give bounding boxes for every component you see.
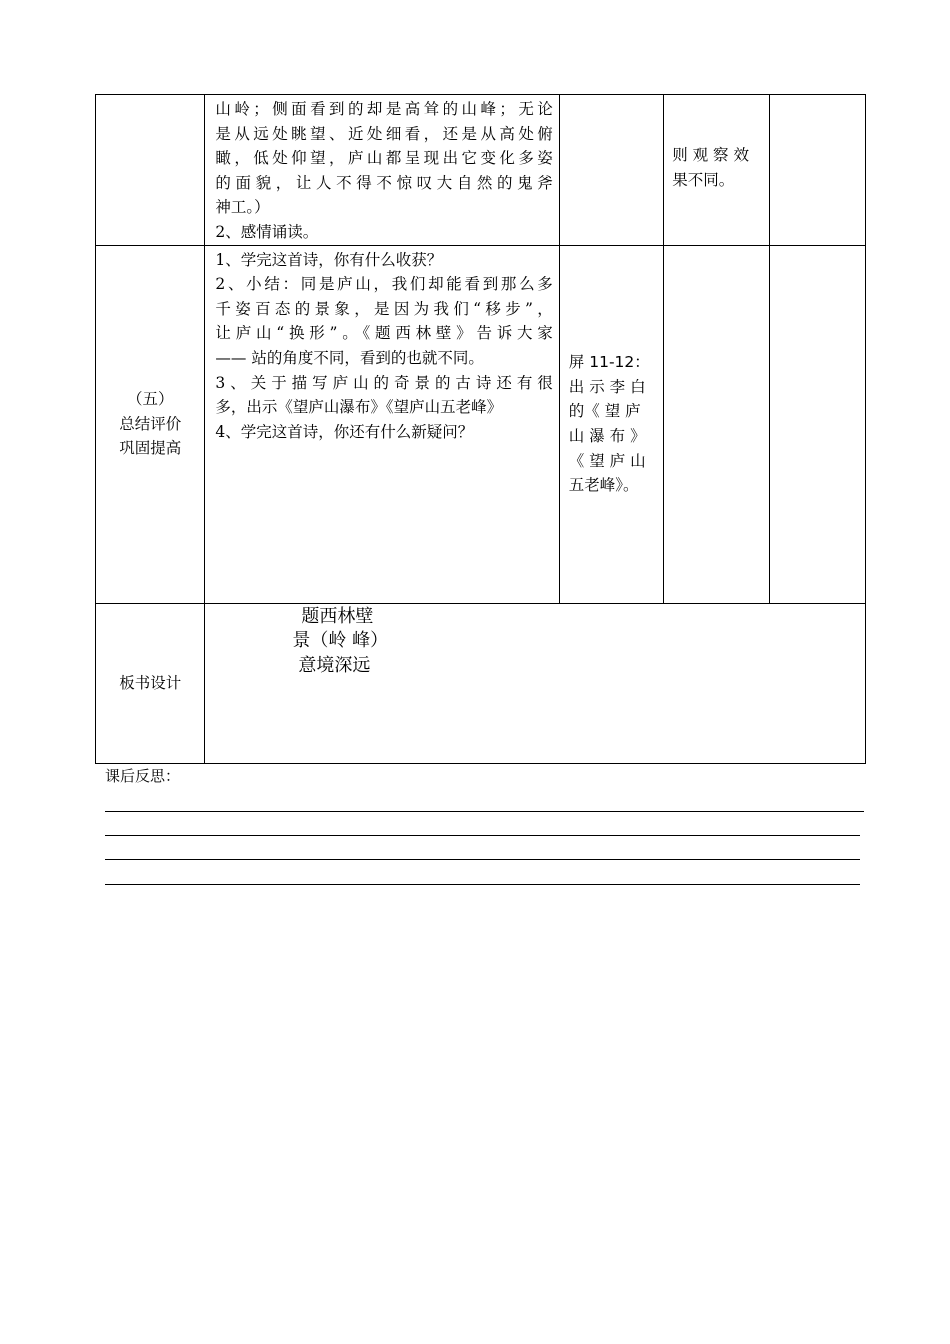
table-row-summary [96, 245, 866, 603]
content-cell-continued [205, 95, 559, 246]
media-line: 五老峰》。 [568, 476, 639, 495]
media-line: 屏 11-12： [568, 353, 650, 372]
student-line: 果不同。 [672, 170, 735, 189]
content-line: 是从远处眺望、近处细看，还是从高处俯 [215, 124, 553, 143]
media-cell-empty [559, 95, 663, 246]
board-content [205, 604, 865, 762]
student-cell-continued [664, 95, 769, 246]
step-title: 总结评价 [119, 414, 182, 433]
step-title: 巩固提高 [119, 439, 182, 458]
board-title: 题西林壁 [301, 605, 374, 627]
board-label: 板书设计 [119, 673, 182, 692]
content-line: 4、学完这首诗，你还有什么新疑问？ [215, 422, 474, 441]
note-cell-empty [769, 95, 865, 246]
media-line: 《 望 庐 山 [568, 451, 646, 470]
reflection-line[interactable] [105, 859, 860, 860]
table-row-board [96, 603, 866, 763]
media-line: 山 瀑 布 》 [568, 427, 646, 446]
content-line: 2、小结：同是庐山，我们却能看到那么多 [215, 275, 553, 294]
student-cell-empty [664, 245, 769, 603]
board-line: 景（岭 峰） [292, 629, 389, 651]
step-number: （五） [126, 390, 174, 409]
content-line: 2、感情诵读。 [215, 222, 319, 241]
step-cell-summary [96, 245, 205, 603]
student-line: 则 观 察 效 [672, 146, 749, 164]
content-line: 神工。） [215, 198, 270, 217]
table-row-continued [96, 95, 866, 246]
step-cell-empty [96, 95, 205, 246]
reflection-line[interactable] [105, 811, 864, 812]
media-line: 出 示 李 白 [568, 377, 646, 396]
content-line: 1、学完这首诗，你有什么收获？ [215, 250, 443, 269]
content-line: —— 站的角度不同，看到的也就不同。 [215, 348, 484, 367]
content-line: 多，出示《望庐山瀑布》《望庐山五老峰》 [215, 398, 503, 417]
step-cell-board [96, 603, 205, 763]
content-line: 3、关于描写庐山的奇景的古诗还有很 [215, 373, 553, 392]
media-cell-summary [559, 245, 663, 603]
reflection-line[interactable] [105, 884, 860, 885]
board-cell [205, 603, 866, 763]
content-line: 山岭；侧面看到的却是高耸的山峰；无论 [215, 100, 553, 118]
content-line: 的面貌，让人不得不惊叹大自然的鬼斧 [215, 173, 553, 192]
content-line: 千姿百态的景象，是因为我们“移步”， [215, 299, 553, 318]
content-cell-summary [205, 245, 559, 603]
reflection-label: 课后反思： [105, 767, 181, 785]
content-line: 让庐山“换形”。《题西林壁》告诉大家 [215, 324, 553, 343]
content-line: 瞰，低处仰望，庐山都呈现出它变化多姿 [215, 149, 553, 168]
reflection-line[interactable] [105, 835, 860, 836]
board-line: 意境深远 [298, 654, 371, 676]
lesson-plan-table [95, 94, 866, 764]
note-cell-empty [769, 245, 865, 603]
media-line: 的《 望 庐 [568, 402, 641, 421]
